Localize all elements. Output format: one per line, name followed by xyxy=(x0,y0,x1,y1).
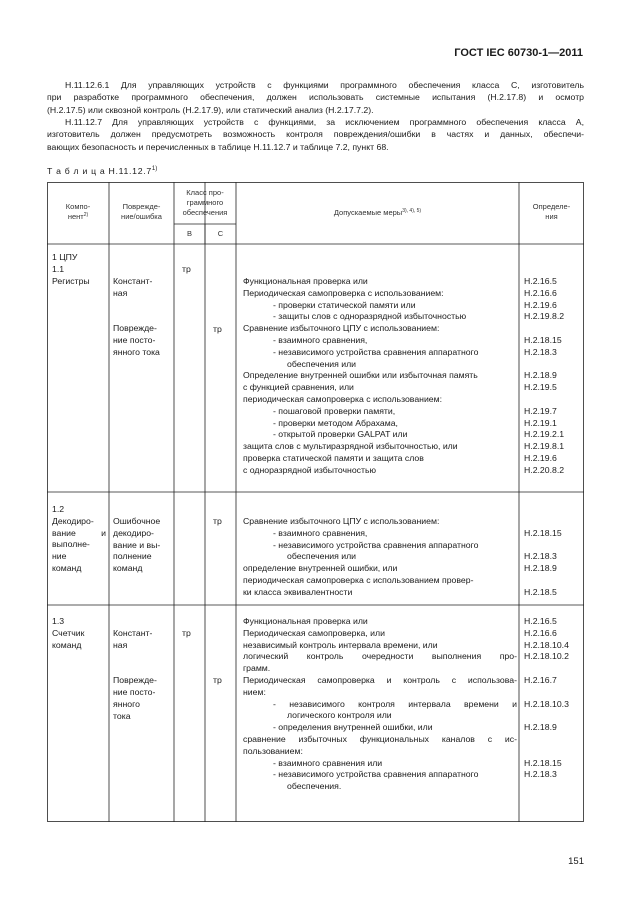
measure-line: - независимого устройства сравнения аппаратного xyxy=(273,769,479,780)
row-1-3-class-b: тр xyxy=(182,628,191,638)
fault-line: янного тока xyxy=(113,346,160,357)
measure-line: логического контроля или xyxy=(287,710,392,721)
paragraph-line: при разработке программного обеспечения, должен использовать системные испытания (Н.2.17.8) и осмотр xyxy=(47,92,584,103)
fault-line: вание и вы- xyxy=(113,539,161,550)
component-line: Декодиро- xyxy=(52,515,94,526)
measure-line: - защиты слов с одноразрядной избыточностью xyxy=(273,311,467,322)
fault-line: тока xyxy=(113,710,131,721)
definition-line: Н.2.19.2.1 xyxy=(524,429,565,440)
row-1-1-measures xyxy=(243,276,517,477)
row-1-1-definitions xyxy=(524,276,564,477)
measure-line: Функциональная проверка или xyxy=(243,276,368,286)
definition-line: Н.2.19.6 xyxy=(524,452,557,463)
header-fault-line: ние/ошибка xyxy=(121,212,162,221)
fault-line: ние посто- xyxy=(113,686,156,697)
definition-line: Н.2.20.8.2 xyxy=(524,464,565,475)
row-1-2-definitions xyxy=(524,516,562,599)
header-definition-line: Определе- xyxy=(532,202,571,211)
row-1-1-faults xyxy=(113,276,160,359)
definition-line: Н.2.19.1 xyxy=(524,417,557,428)
definition-line: Н.2.18.10.3 xyxy=(524,698,569,709)
definition-line: Н.2.16.5 xyxy=(524,276,557,286)
header-class-line: Класс про- xyxy=(186,188,224,197)
row-1-3-definitions xyxy=(524,616,569,781)
fault-line: ная xyxy=(113,287,128,298)
measure-line: - проверки статической памяти или xyxy=(273,299,416,310)
measure-line: Сравнение избыточного ЦПУ с использованием: xyxy=(243,323,440,334)
page-number: 151 xyxy=(568,856,584,867)
measure-line: обеспечения или xyxy=(287,358,357,369)
fault-line: команд xyxy=(113,563,143,574)
component-line: Счетчик xyxy=(52,627,85,638)
fault-line: полнение xyxy=(113,551,152,562)
definition-line: Н.2.18.9 xyxy=(524,563,557,574)
header-measures: Допускаемые меры$^{3), 4), 5)}$ xyxy=(333,208,422,217)
header-software-class xyxy=(174,188,236,218)
header-definition-line: ния xyxy=(545,212,558,221)
component-line: 1.1 xyxy=(52,263,65,274)
component-line: команд xyxy=(52,639,82,650)
measure-line: с одноразрядной избыточностью xyxy=(243,464,377,475)
measure-line: периодическая самопроверка с использованием: xyxy=(243,393,443,404)
measure-line: определение внутренней ошибки, или xyxy=(243,563,398,574)
measure-line: грамм. xyxy=(243,663,271,674)
component-line: команд xyxy=(52,562,82,573)
document-header: ГОСТ IEC 60730-1—2011 xyxy=(454,47,583,59)
header-component-footnote: 2) xyxy=(83,212,89,218)
header-fault-line: Поврежде- xyxy=(122,202,161,211)
measure-line: - взаимного сравнения, xyxy=(273,527,368,538)
measure-line: - независимого устройства сравнения аппаратного xyxy=(273,346,479,357)
measure-line: Периодическая самопроверка, или xyxy=(243,627,385,638)
measure-line: защита слов с мультиразрядной избыточностью, или xyxy=(243,441,458,452)
definition-line: Н.2.19.6 xyxy=(524,299,557,310)
measure-line: Периодическая самопроверка и контроль с использова- xyxy=(243,674,517,685)
fault-line: декодиро- xyxy=(113,527,154,538)
table-h-11-12-7 xyxy=(47,182,584,822)
measure-line: Функциональная проверка или xyxy=(243,616,368,626)
row-1-3-faults xyxy=(113,628,157,722)
definition-line: Н.2.18.10.4 xyxy=(524,639,569,650)
fault-line: Ошибочное xyxy=(113,516,161,526)
row-1-2-class-c: тр xyxy=(213,516,222,526)
measure-line: - проверки методом Абрахама, xyxy=(273,417,398,428)
row-1-3-class-c: тр xyxy=(213,675,222,685)
component-line: 1.2 xyxy=(52,504,65,514)
measure-line: - пошаговой проверки памяти, xyxy=(273,405,396,416)
paragraph-line: Н.11.12.6.1 Для управляющих устройств с функциями программного обеспечения класса С, изготовитель xyxy=(65,80,584,90)
header-component xyxy=(47,202,109,222)
definition-line: Н.2.18.9 xyxy=(524,722,557,733)
fault-line: янного xyxy=(113,698,140,709)
header-class-line: обеспечения xyxy=(182,208,228,217)
measure-line: Сравнение избыточного ЦПУ с использованием: xyxy=(243,516,440,526)
definition-line: Н.2.18.3 xyxy=(524,346,557,357)
fault-line: Поврежде- xyxy=(113,675,157,686)
header-definition xyxy=(519,202,584,222)
definition-line: Н.2.18.9 xyxy=(524,370,557,381)
measure-line: обеспечения. xyxy=(287,781,342,792)
header-component-line: Компо- xyxy=(65,202,91,211)
definition-line: Н.2.19.5 xyxy=(524,382,557,393)
definition-line: Н.2.19.8.2 xyxy=(524,311,565,322)
measure-line: с функцией сравнения, или xyxy=(243,382,354,393)
paragraph-line: Н.11.12.7 Для управляющих устройств с функциями, за исключением программного обеспечения класса А, xyxy=(65,117,584,127)
header-class-line: граммного xyxy=(186,198,224,207)
definition-line: Н.2.19.7 xyxy=(524,405,557,416)
definition-line: Н.2.16.6 xyxy=(524,287,557,298)
definition-line: Н.2.18.15 xyxy=(524,757,562,768)
paragraph-line: (Н.2.17.5) или сквозной контроль (Н.2.17.9), или статический анализ (Н.2.17.7.2). xyxy=(47,104,374,115)
component-line: Регистры xyxy=(52,275,90,286)
measure-line: - взаимного сравнения или xyxy=(273,757,383,768)
component-line: 1.3 xyxy=(52,616,65,626)
definition-line: Н.2.16.6 xyxy=(524,627,557,638)
row-1-2-faults xyxy=(113,516,160,575)
header-class-c: С xyxy=(217,229,224,238)
fault-line: ние посто- xyxy=(113,334,156,345)
component-line: ние xyxy=(52,551,67,562)
measure-line: - открытой проверки GALPAT или xyxy=(273,429,408,440)
paragraph-h-11-12-7 xyxy=(47,116,584,153)
definition-line: Н.2.16.7 xyxy=(524,674,557,685)
fault-line: ная xyxy=(113,639,128,650)
measure-line: периодическая самопроверка с использованием провер- xyxy=(243,574,474,585)
definition-line: Н.2.18.15 xyxy=(524,334,562,345)
definition-line: Н.2.18.5 xyxy=(524,586,557,597)
measure-line: независимый контроль интервала времени, или xyxy=(243,639,438,650)
row-1-1-component xyxy=(52,252,90,287)
measure-line: Периодическая самопроверка с использованием: xyxy=(243,287,444,298)
measure-line: обеспечения или xyxy=(287,551,357,562)
row-1-1-class-c: тр xyxy=(213,324,222,334)
paragraph-line: изготовитель должен предусмотреть возможность контроля повреждения/ошибки в частях и данных, обеспечи- xyxy=(47,129,584,140)
table-caption xyxy=(47,166,157,176)
definition-line: Н.2.19.8.1 xyxy=(524,441,565,452)
definition-line: Н.2.18.3 xyxy=(524,769,557,780)
measure-line: логический контроль очередности выполнения про- xyxy=(243,651,517,662)
component-line: выполне- xyxy=(52,539,90,550)
fault-line: Констант- xyxy=(113,628,153,638)
definition-line: Н.2.16.5 xyxy=(524,616,557,626)
measure-line: - независимого устройства сравнения аппаратного xyxy=(273,539,479,550)
fault-line: Констант- xyxy=(113,276,153,286)
measure-line: сравнение избыточных функциональных каналов с ис- xyxy=(243,733,517,744)
fault-line: Поврежде- xyxy=(113,323,157,334)
paragraph-line: вающих безопасность и перечисленных в таблице Н.11.12.7 и таблице 7.2, пункт 68. xyxy=(47,141,389,152)
header-fault xyxy=(109,202,174,222)
component-line: 1 ЦПУ xyxy=(52,252,78,262)
measure-line: - взаимного сравнения, xyxy=(273,334,368,345)
measure-line: ки класса эквивалентности xyxy=(243,586,353,597)
row-1-2-component xyxy=(52,504,106,575)
measure-line: проверка статической памяти и защита слов xyxy=(243,452,424,463)
measure-line: Определение внутренней ошибки или избыточная память xyxy=(243,370,478,381)
definition-line: Н.2.18.10.2 xyxy=(524,651,569,662)
measure-line: - определения внутренней ошибки, или xyxy=(273,722,433,733)
measure-line: нием: xyxy=(243,686,266,697)
measure-line: пользованием: xyxy=(243,745,303,756)
paragraph-h-11-12-6-1 xyxy=(47,79,584,116)
measure-line: - независимого контроля интервала времени и xyxy=(273,698,517,709)
row-1-3-component xyxy=(52,616,84,651)
row-1-1-class-b: тр xyxy=(182,264,191,274)
row-1-3-measures xyxy=(243,616,517,793)
header-class-b: В xyxy=(186,229,192,238)
table-caption-text: Т а б л и ц а Н.11.12.7 xyxy=(47,166,152,176)
component-line: вание и xyxy=(52,527,106,538)
definition-line: Н.2.18.3 xyxy=(524,551,557,562)
definition-line: Н.2.18.15 xyxy=(524,527,562,538)
header-measures-footnote: 3), 4), 5) xyxy=(402,208,422,214)
header-component-line: нент$^{2)}$ xyxy=(67,212,89,221)
table-caption-footnote: 1) xyxy=(151,166,158,172)
row-1-2-measures xyxy=(243,516,517,599)
